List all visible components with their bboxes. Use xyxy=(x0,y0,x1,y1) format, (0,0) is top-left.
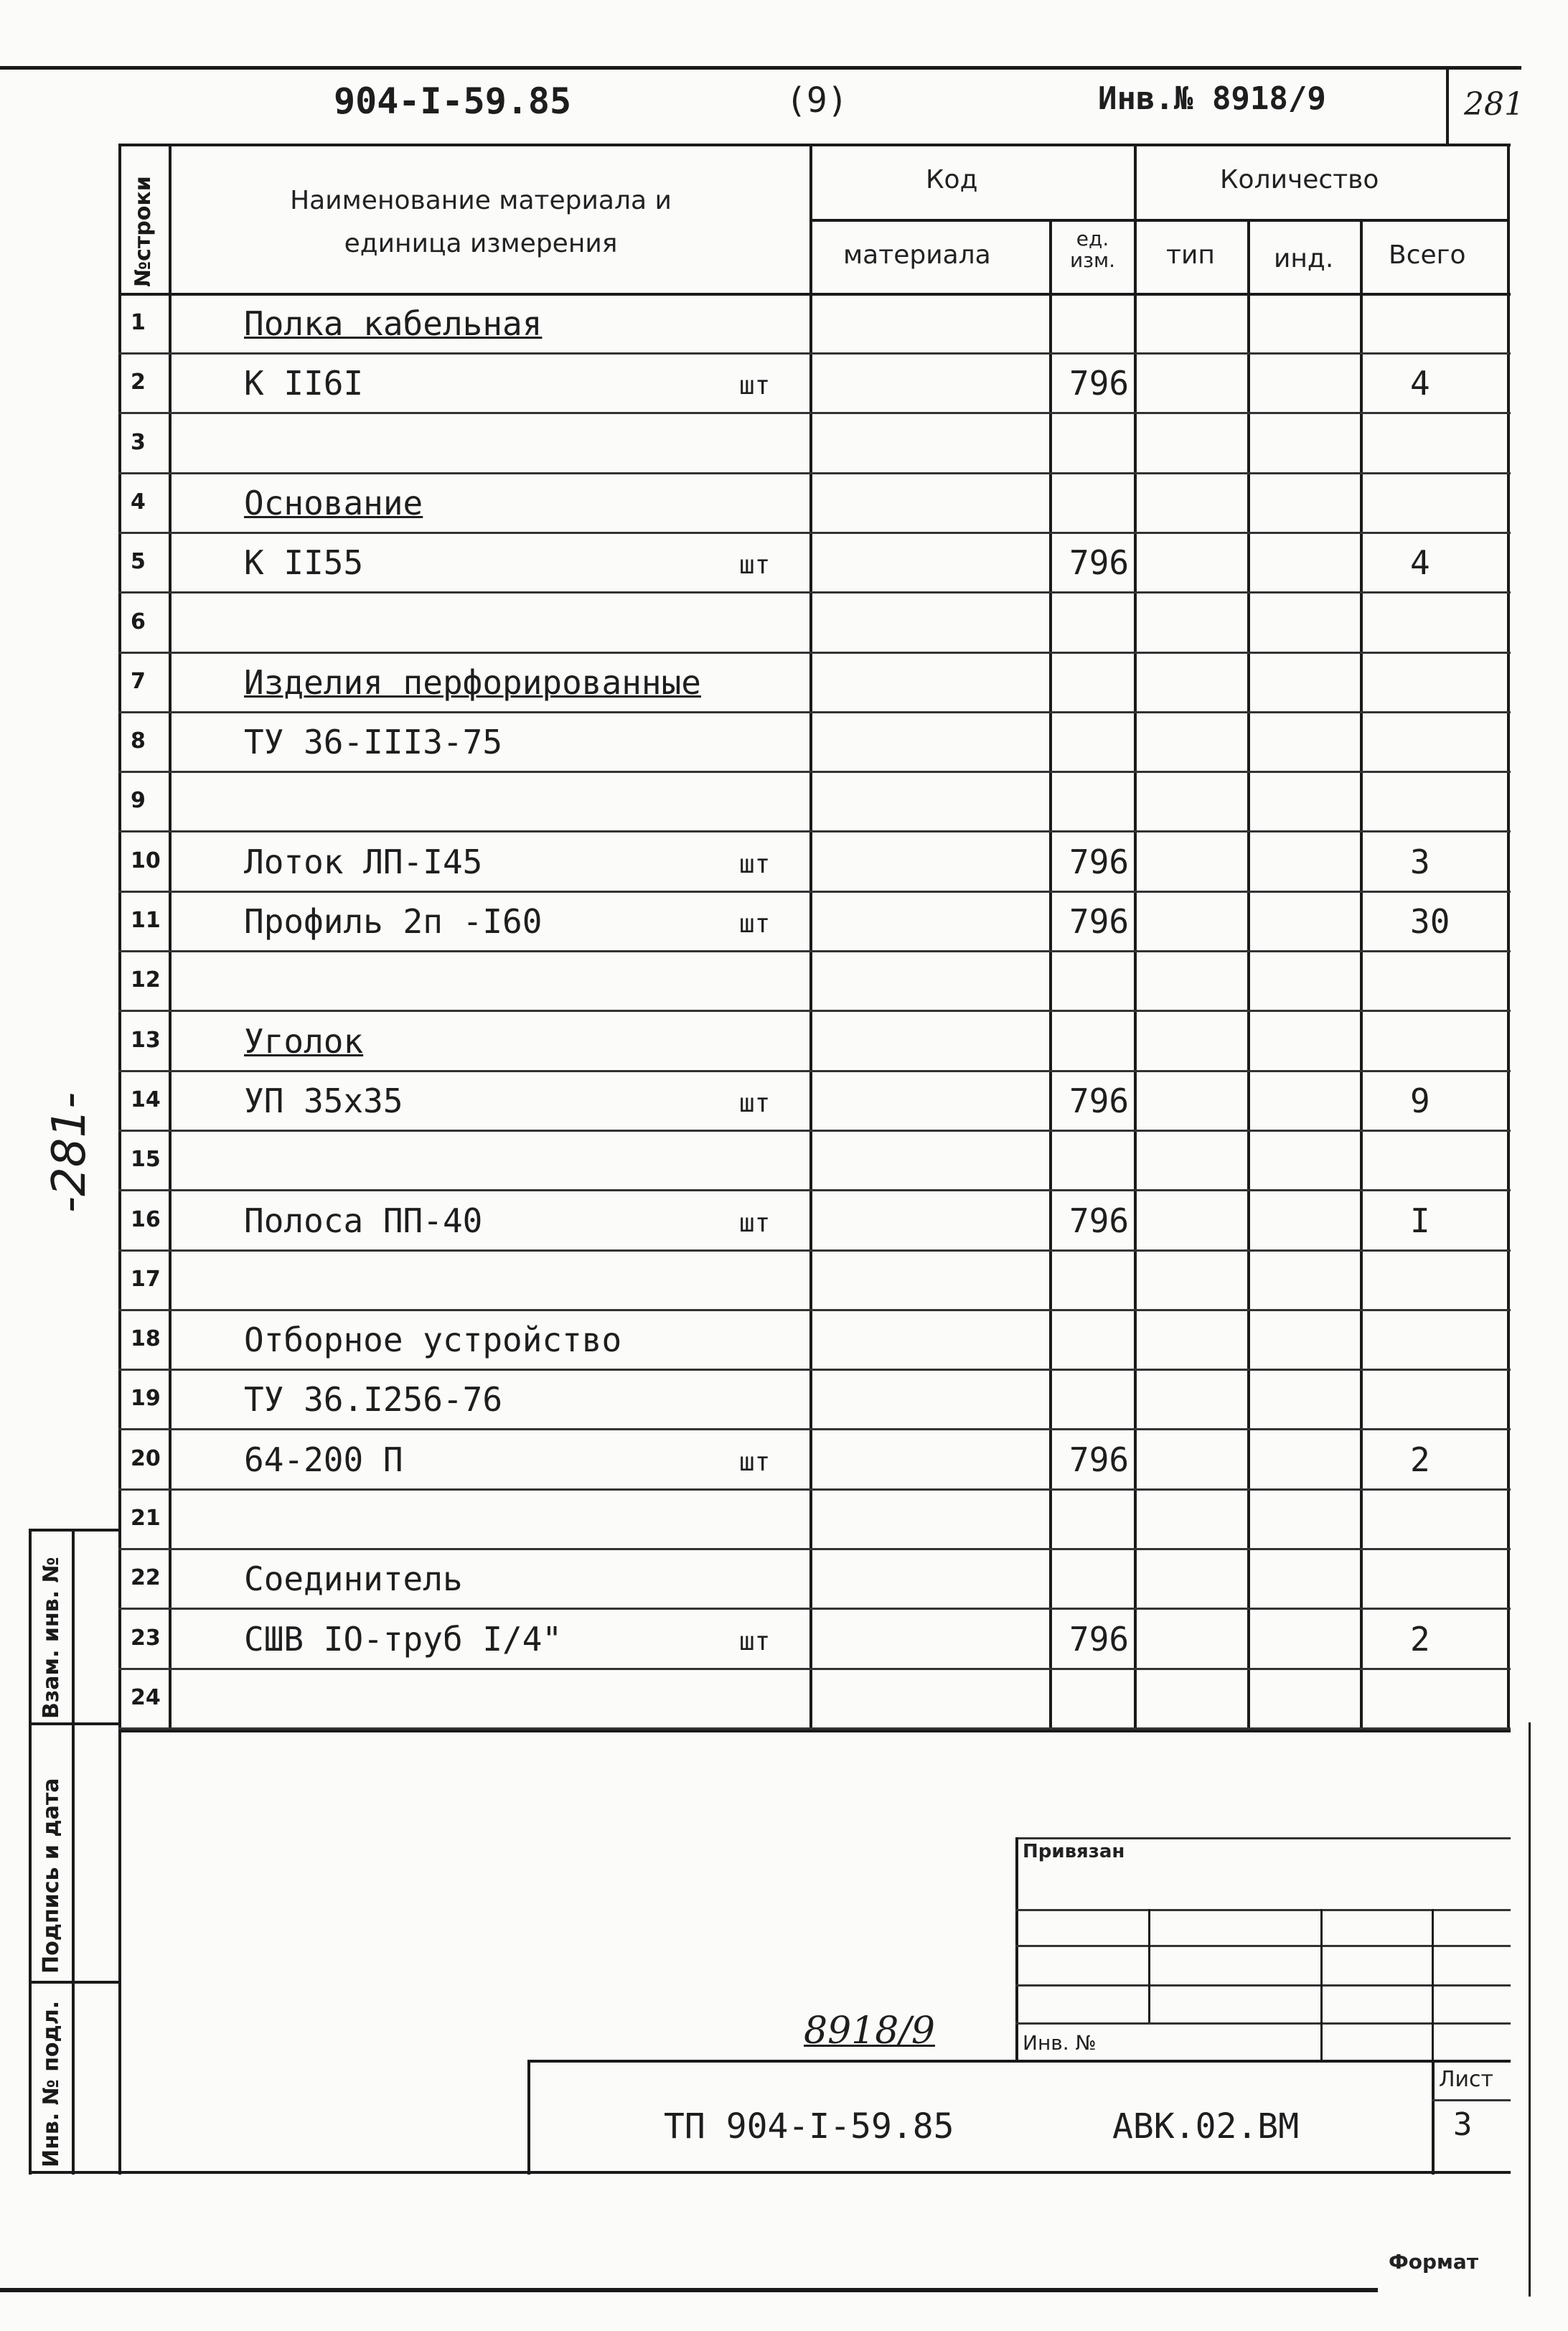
handwritten-page-mark: -281- xyxy=(43,1092,96,1213)
vzam-inv-label: Взам. инв. № xyxy=(39,1557,64,1719)
inv-no-label: Инв. № xyxy=(1023,2031,1097,2055)
total-quantity: I xyxy=(1410,1201,1430,1240)
inv-podl-label: Инв. № подл. xyxy=(39,2000,64,2167)
material-name: ТУ 36.I256-76 xyxy=(244,1380,503,1419)
row-divider xyxy=(118,532,1511,534)
material-name: Профиль 2п -I60 xyxy=(244,902,543,941)
row-divider xyxy=(118,1727,1511,1730)
unit-header: ед. изм. xyxy=(1069,227,1116,272)
row-divider xyxy=(118,1668,1511,1670)
quantity-header: Количество xyxy=(1220,165,1379,194)
material-name: 64-200 П xyxy=(244,1440,403,1479)
material-name: Уголок xyxy=(244,1022,364,1061)
row-divider xyxy=(118,1189,1511,1191)
unit-label: шт xyxy=(739,550,771,580)
row-divider xyxy=(118,1309,1511,1311)
row-number: 12 xyxy=(131,967,161,993)
format-label: Формат xyxy=(1389,2250,1479,2274)
material-name: Основание xyxy=(244,484,423,522)
row-divider xyxy=(118,1608,1511,1610)
row-number: 7 xyxy=(131,669,146,694)
row-number-header: №строки xyxy=(131,176,156,287)
unit-code: 796 xyxy=(1069,364,1130,403)
ind-header: инд. xyxy=(1274,244,1334,273)
row-number: 3 xyxy=(131,430,146,455)
row-number: 6 xyxy=(131,609,146,634)
page-number: 281 xyxy=(1464,86,1524,123)
row-number: 5 xyxy=(131,549,146,574)
type-header: тип xyxy=(1166,240,1215,270)
document-mark: АВК.02.ВМ xyxy=(1112,2106,1300,2147)
handwritten-inv-number: 8918/9 xyxy=(804,2009,935,2053)
row-number: 8 xyxy=(131,728,146,754)
material-name: Лоток ЛП-I45 xyxy=(244,843,483,881)
row-divider xyxy=(118,352,1511,355)
row-divider xyxy=(118,591,1511,594)
doc-code-header: 904-I-59.85 xyxy=(334,80,572,122)
total-quantity: 4 xyxy=(1410,364,1430,403)
unit-code: 796 xyxy=(1069,1440,1130,1479)
row-number: 4 xyxy=(131,489,146,515)
row-number: 15 xyxy=(131,1147,161,1172)
row-divider xyxy=(118,652,1511,654)
page-number-box-left xyxy=(1446,69,1449,144)
sheet-number: 3 xyxy=(1453,2106,1473,2143)
name-header: Наименование материала и единица измерения xyxy=(290,186,672,258)
row-divider xyxy=(118,1249,1511,1252)
unit-label: шт xyxy=(739,1089,771,1118)
row-number: 1 xyxy=(131,310,146,335)
unit-code: 796 xyxy=(1069,843,1130,881)
total-quantity: 4 xyxy=(1410,543,1430,582)
unit-label: шт xyxy=(739,371,771,400)
total-quantity: 30 xyxy=(1410,902,1450,941)
unit-label: шт xyxy=(739,1448,771,1477)
unit-code: 796 xyxy=(1069,543,1130,582)
material-name: СШВ IO-труб I/4" xyxy=(244,1620,563,1659)
privyazan-label: Привязан xyxy=(1023,1841,1125,1862)
unit-code: 796 xyxy=(1069,1201,1130,1240)
row-number: 23 xyxy=(131,1626,161,1651)
material-name: ТУ 36-III3-75 xyxy=(244,723,503,761)
row-number: 17 xyxy=(131,1267,161,1292)
unit-label: шт xyxy=(739,850,771,879)
row-number: 19 xyxy=(131,1386,161,1411)
material-header: материала xyxy=(843,240,991,270)
unit-code: 796 xyxy=(1069,902,1130,941)
row-number: 13 xyxy=(131,1028,161,1053)
unit-label: шт xyxy=(739,1627,771,1656)
unit-label: шт xyxy=(739,1209,771,1238)
material-name: К II6I xyxy=(244,364,364,403)
row-divider xyxy=(118,830,1511,832)
row-number: 14 xyxy=(131,1087,161,1112)
row-divider xyxy=(118,1010,1511,1012)
material-name: Изделия перфорированные xyxy=(244,663,701,702)
material-name: Полоса ПП-40 xyxy=(244,1201,483,1240)
row-number: 16 xyxy=(131,1207,161,1232)
unit-label: шт xyxy=(739,909,771,939)
row-divider xyxy=(118,1369,1511,1371)
podpis-data-label: Подпись и дата xyxy=(39,1778,64,1974)
material-name: Отборное устройство xyxy=(244,1321,622,1359)
top-border xyxy=(0,66,1521,70)
row-divider xyxy=(118,711,1511,713)
row-divider xyxy=(118,891,1511,893)
row-divider xyxy=(118,1428,1511,1430)
row-divider xyxy=(118,412,1511,414)
bracket-number: (9) xyxy=(786,80,848,121)
unit-code: 796 xyxy=(1069,1082,1130,1120)
row-number: 22 xyxy=(131,1565,161,1590)
total-quantity: 9 xyxy=(1410,1082,1430,1120)
total-header: Всего xyxy=(1389,240,1466,270)
material-name: Полка кабельная xyxy=(244,304,543,343)
total-quantity: 3 xyxy=(1410,843,1430,881)
row-number: 18 xyxy=(131,1326,161,1351)
row-divider xyxy=(118,472,1511,474)
right-edge-rule xyxy=(1529,1722,1531,2297)
bottom-rule xyxy=(0,2288,1378,2292)
inventory-number: Инв.№ 8918/9 xyxy=(1098,80,1326,117)
material-name: К II55 xyxy=(244,543,364,582)
row-divider xyxy=(118,1070,1511,1072)
document-reference: ТП 904-I-59.85 xyxy=(664,2106,954,2147)
material-name: УП 35х35 xyxy=(244,1082,403,1120)
row-number: 21 xyxy=(131,1506,161,1531)
total-quantity: 2 xyxy=(1410,1620,1430,1659)
material-name: Соединитель xyxy=(244,1560,463,1598)
code-header: Код xyxy=(926,165,978,194)
row-divider xyxy=(118,771,1511,773)
row-number: 10 xyxy=(131,848,161,873)
row-number: 11 xyxy=(131,908,161,933)
row-divider xyxy=(118,1548,1511,1550)
row-number: 9 xyxy=(131,788,146,813)
row-divider xyxy=(118,1488,1511,1491)
sheet-label: Лист xyxy=(1439,2067,1494,2092)
row-number: 20 xyxy=(131,1446,161,1471)
row-divider xyxy=(118,950,1511,952)
total-quantity: 2 xyxy=(1410,1440,1430,1479)
unit-code: 796 xyxy=(1069,1620,1130,1659)
row-number: 2 xyxy=(131,370,146,395)
row-divider xyxy=(118,1130,1511,1132)
row-number: 24 xyxy=(131,1685,161,1710)
